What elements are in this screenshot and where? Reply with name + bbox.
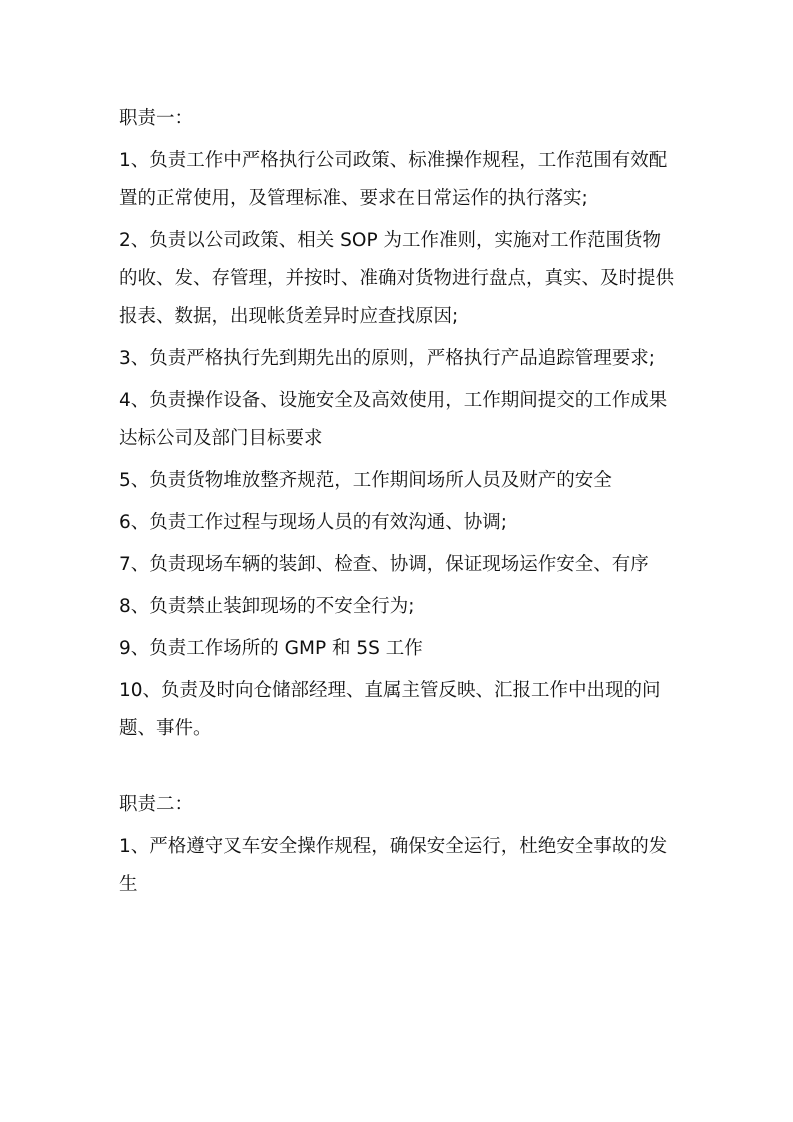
- duty-item: 4、负责操作设备、设施安全及高效使用，工作期间提交的工作成果达标公司及部门目标要求: [119, 390, 668, 449]
- section-heading: 职责二：: [119, 794, 194, 815]
- document-body: [119, 100, 677, 908]
- section-heading: 职责一：: [119, 108, 194, 129]
- duty-item: 1、负责工作中严格执行公司政策、标准操作规程，工作范围有效配置的正常使用，及管理标准、要求在日常运作的执行落实;: [119, 150, 668, 209]
- duty-item: 10、负责及时向仓储部经理、直属主管反映、汇报工作中出现的问题、事件。: [119, 680, 661, 739]
- duty-item: 9、负责工作场所的 GMP 和 5S 工作: [119, 638, 423, 659]
- duty-item: 7、负责现场车辆的装卸、检查、协调，保证现场运作安全、有序: [119, 554, 649, 575]
- duty-item: 6、负责工作过程与现场人员的有效沟通、协调;: [119, 512, 508, 533]
- duty-item: 3、负责严格执行先到期先出的原则，严格执行产品追踪管理要求;: [119, 348, 656, 369]
- duty-item: 2、负责以公司政策、相关 SOP 为工作准则，实施对工作范围货物的收、发、存管理，并按时、准确对货物进行盘点，真实、及时提供报表、数据，出现帐货差异时应查找原因;: [119, 230, 675, 327]
- duty-item: 5、负责货物堆放整齐规范，工作期间场所人员及财产的安全: [119, 470, 612, 491]
- duty-item: 1、严格遵守叉车安全操作规程，确保安全运行，杜绝安全事故的发生: [119, 836, 668, 895]
- duty-item: 8、负责禁止装卸现场的不安全行为;: [119, 596, 415, 617]
- section-spacer: [119, 752, 677, 786]
